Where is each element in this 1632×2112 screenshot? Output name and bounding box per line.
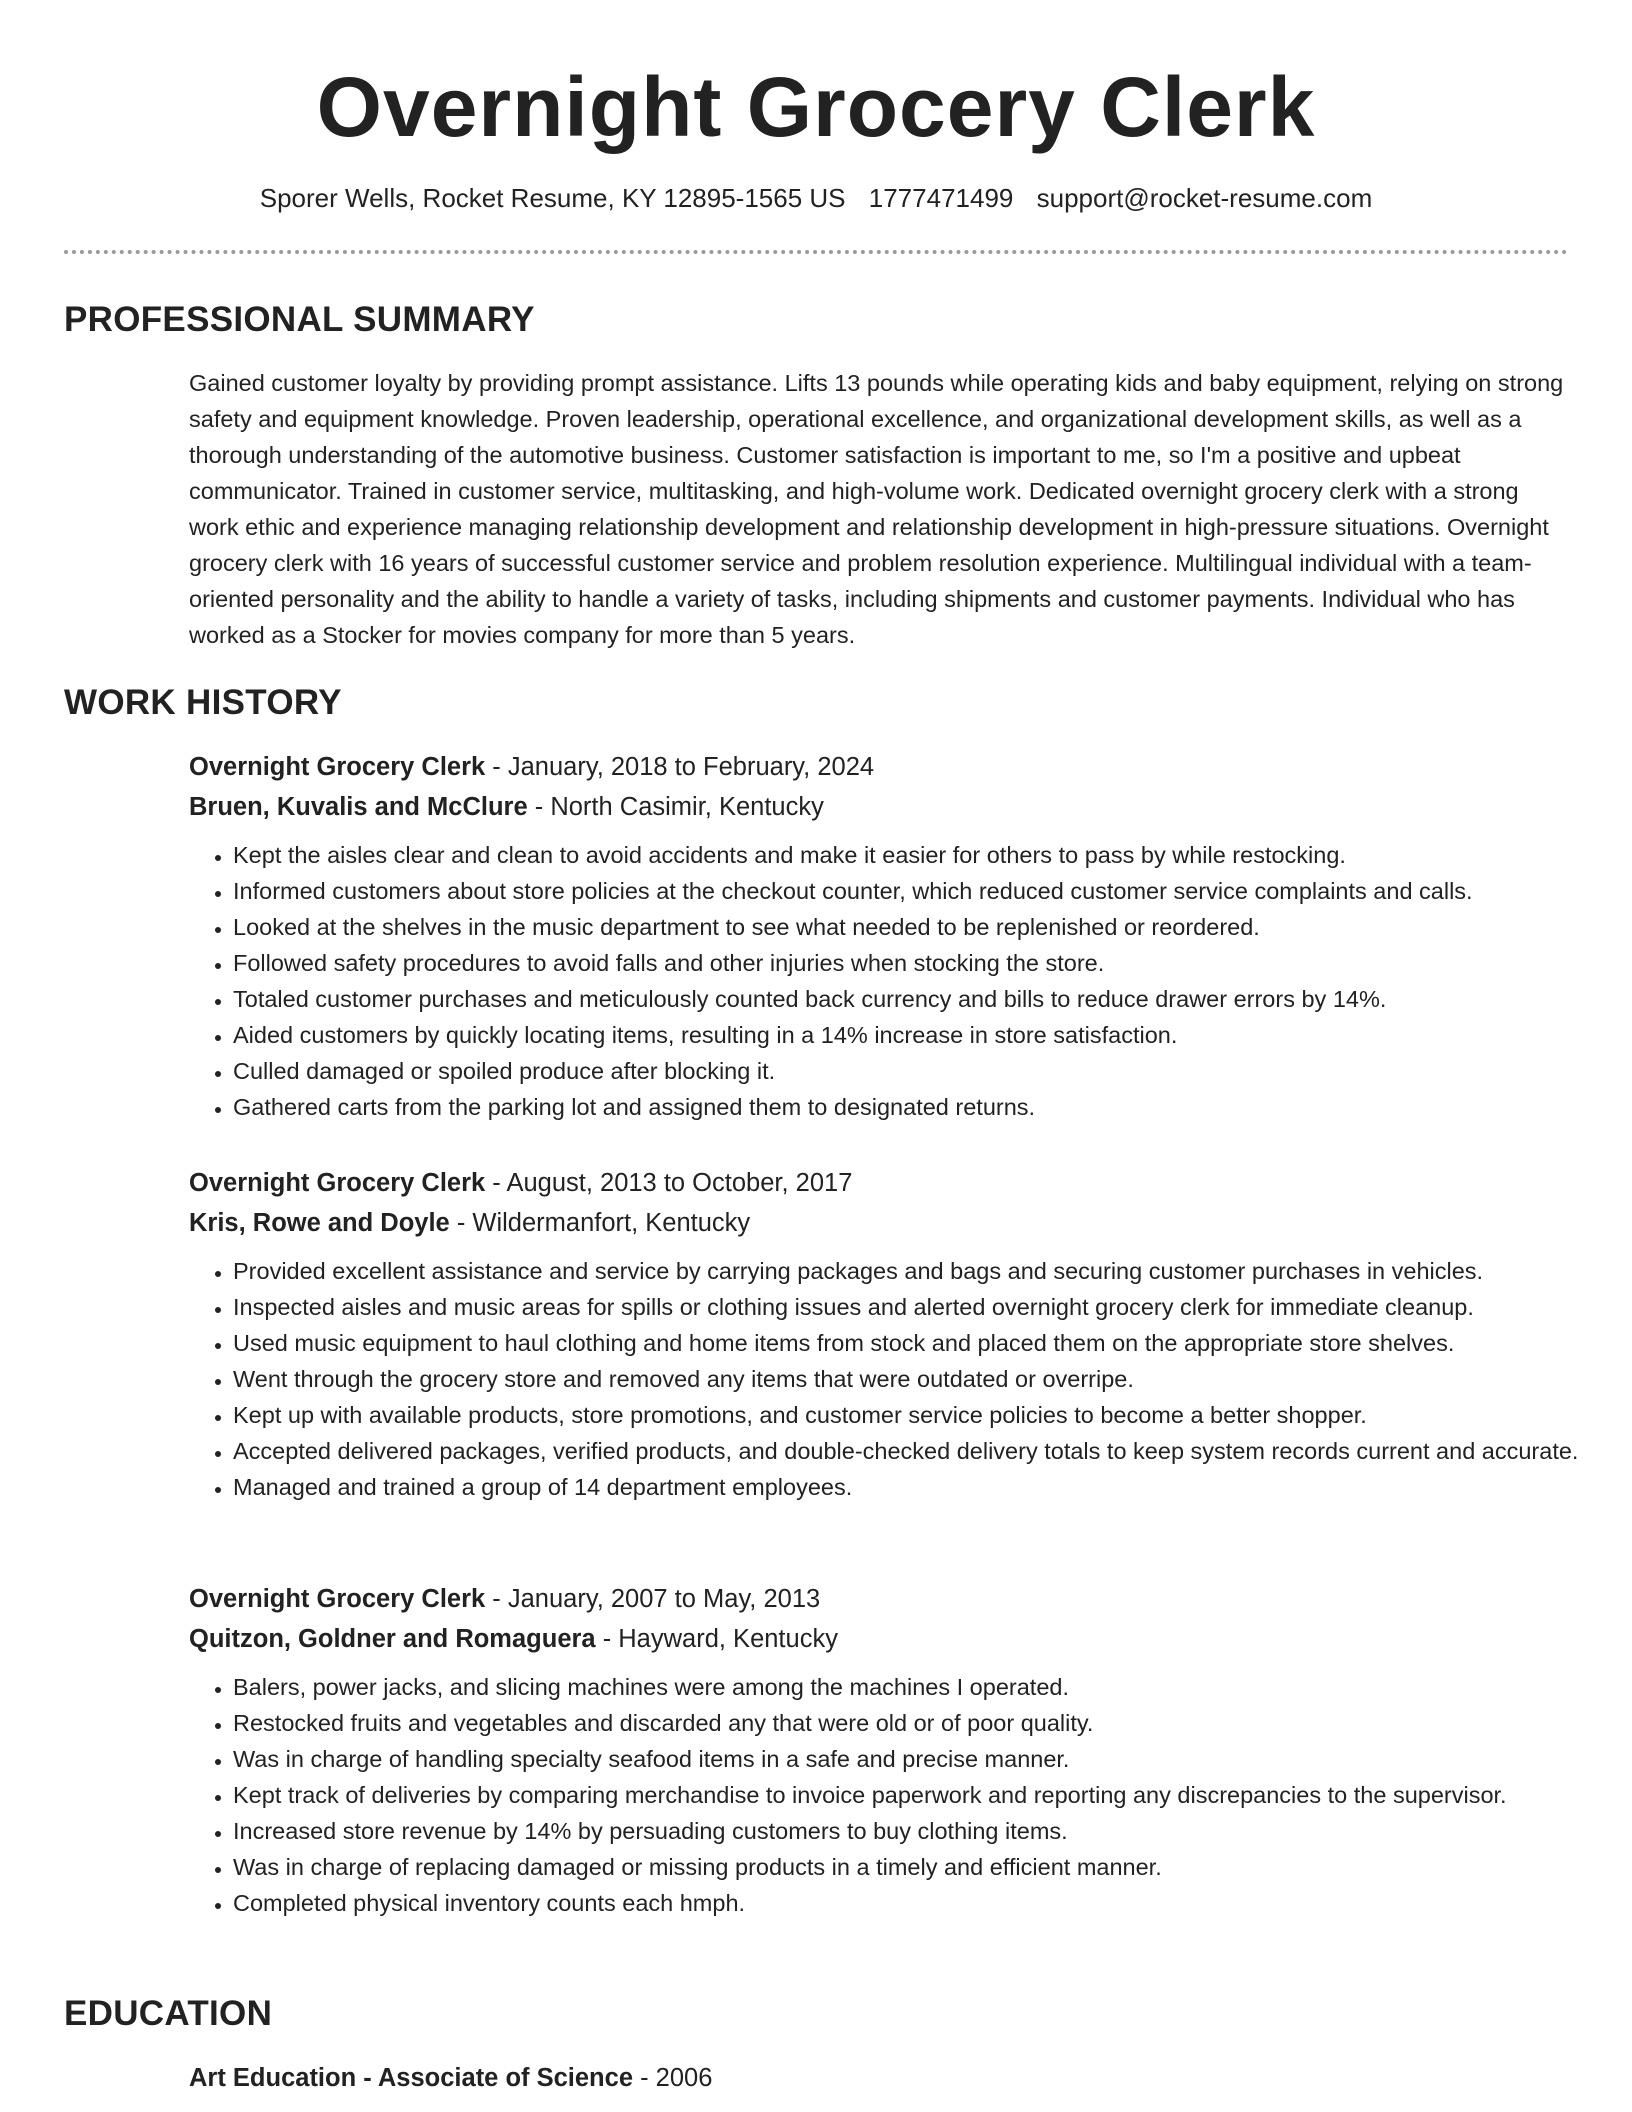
list-item: • Looked at the shelves in the music department to see what needed to be replenished or reordered. xyxy=(233,909,1579,945)
job-entry-2 xyxy=(189,1163,1579,1505)
list-item: • Went through the grocery store and removed any items that were outdated or overripe. xyxy=(233,1361,1579,1397)
job-bullets xyxy=(233,837,1579,1125)
education-degree: Art Education - Associate of Science xyxy=(189,2064,633,2092)
list-item: • Balers, power jacks, and slicing machines were among the machines I operated. xyxy=(233,1669,1579,1705)
job-company-line xyxy=(189,787,1579,827)
job-title: Overnight Grocery Clerk xyxy=(189,1585,486,1613)
summary-text: Gained customer loyalty by providing prompt assistance. Lifts 13 pounds while operating kids and baby equipment, relying on strong safety and equipment knowledge. Proven leadership, operational excellence, and organizational development skills, as well as a thorough understanding of the automotive business. Customer satisfaction is important to me, so I'm a positive and upbeat communicator. Trained in customer service, multitasking, and high-volume work. Dedicated overnight grocery clerk with a strong work ethic and experience managing relationship development and relationship development in high-pressure situations. Overnight grocery clerk with 16 years of successful customer service and problem resolution experience. Multilingual individual with a team-oriented personality and the ability to handle a variety of tasks, including shipments and customer payments. Individual who has worked as a Stocker for movies company for more than 5 years. xyxy=(189,370,1564,648)
job-location: - Hayward, Kentucky xyxy=(595,1625,838,1653)
job-company: Quitzon, Goldner and Romaguera xyxy=(189,1625,596,1653)
section-title-work: WORK HISTORY xyxy=(64,683,342,722)
job-title-line xyxy=(189,1163,1579,1203)
job-location: - Wildermanfort, Kentucky xyxy=(449,1209,751,1237)
section-title-summary: PROFESSIONAL SUMMARY xyxy=(64,300,535,339)
education-line xyxy=(189,2058,1579,2098)
job-entry-1 xyxy=(189,747,1579,1125)
list-item: • Increased store revenue by 14% by persuading customers to buy clothing items. xyxy=(233,1813,1579,1849)
list-item: • Restocked fruits and vegetables and discarded any that were old or of poor quality. xyxy=(233,1705,1579,1741)
job-dates: - January, 2007 to May, 2013 xyxy=(485,1585,821,1613)
list-item: • Inspected aisles and music areas for spills or clothing issues and alerted overnight grocery clerk for immediate cleanup. xyxy=(233,1289,1579,1325)
list-item: • Kept track of deliveries by comparing merchandise to invoice paperwork and reporting any discrepancies to the supervisor. xyxy=(233,1777,1579,1813)
list-item: • Totaled customer purchases and meticulously counted back currency and bills to reduce drawer errors by 14%. xyxy=(233,981,1579,1017)
job-title: Overnight Grocery Clerk xyxy=(189,753,486,781)
list-item: • Used music equipment to haul clothing and home items from stock and placed them on the appropriate store shelves. xyxy=(233,1325,1579,1361)
education-entry-1 xyxy=(189,2058,1579,2098)
job-title: Overnight Grocery Clerk xyxy=(189,1169,486,1197)
list-item: • Informed customers about store policies at the checkout counter, which reduced customer service complaints and calls. xyxy=(233,873,1579,909)
job-title-line xyxy=(189,1579,1579,1619)
list-item: • Kept up with available products, store promotions, and customer service policies to become a better shopper. xyxy=(233,1397,1579,1433)
list-item: • Completed physical inventory counts each hmph. xyxy=(233,1885,1579,1921)
job-company-line xyxy=(189,1619,1579,1659)
contact-line xyxy=(0,180,1632,216)
job-dates: - August, 2013 to October, 2017 xyxy=(485,1169,853,1197)
job-company: Bruen, Kuvalis and McClure xyxy=(189,793,528,821)
contact-email: support@rocket-resume.com xyxy=(1036,183,1373,213)
list-item: • Was in charge of handling specialty seafood items in a safe and precise manner. xyxy=(233,1741,1579,1777)
job-bullets xyxy=(233,1253,1579,1505)
job-dates: - January, 2018 to February, 2024 xyxy=(485,753,875,781)
job-location: - North Casimir, Kentucky xyxy=(527,793,824,821)
list-item: • Gathered carts from the parking lot and assigned them to designated returns. xyxy=(233,1089,1579,1125)
contact-phone: 1777471499 xyxy=(868,183,1014,213)
list-item: • Managed and trained a group of 14 department employees. xyxy=(233,1469,1579,1505)
section-title-education: EDUCATION xyxy=(64,1994,273,2033)
resume-name: Overnight Grocery Clerk xyxy=(316,60,1316,154)
contact-address: Sporer Wells, Rocket Resume, KY 12895-1565 US xyxy=(259,183,846,213)
job-company: Kris, Rowe and Doyle xyxy=(189,1209,450,1237)
list-item: • Accepted delivered packages, verified products, and double-checked delivery totals to keep system records current and accurate. xyxy=(233,1433,1579,1469)
list-item: • Culled damaged or spoiled produce after blocking it. xyxy=(233,1053,1579,1089)
list-item: • Was in charge of replacing damaged or missing products in a timely and efficient manner. xyxy=(233,1849,1579,1885)
list-item: • Followed safety procedures to avoid falls and other injuries when stocking the store. xyxy=(233,945,1579,981)
job-entry-3 xyxy=(189,1579,1579,1921)
education-year: - 2006 xyxy=(633,2064,713,2092)
job-bullets xyxy=(233,1669,1579,1921)
list-item: • Provided excellent assistance and service by carrying packages and bags and securing customer purchases in vehicles. xyxy=(233,1253,1579,1289)
job-company-line xyxy=(189,1203,1579,1243)
list-item: • Aided customers by quickly locating items, resulting in a 14% increase in store satisfaction. xyxy=(233,1017,1579,1053)
header-divider xyxy=(64,250,1568,254)
job-title-line xyxy=(189,747,1579,787)
list-item: • Kept the aisles clear and clean to avoid accidents and make it easier for others to pass by while restocking. xyxy=(233,837,1579,873)
